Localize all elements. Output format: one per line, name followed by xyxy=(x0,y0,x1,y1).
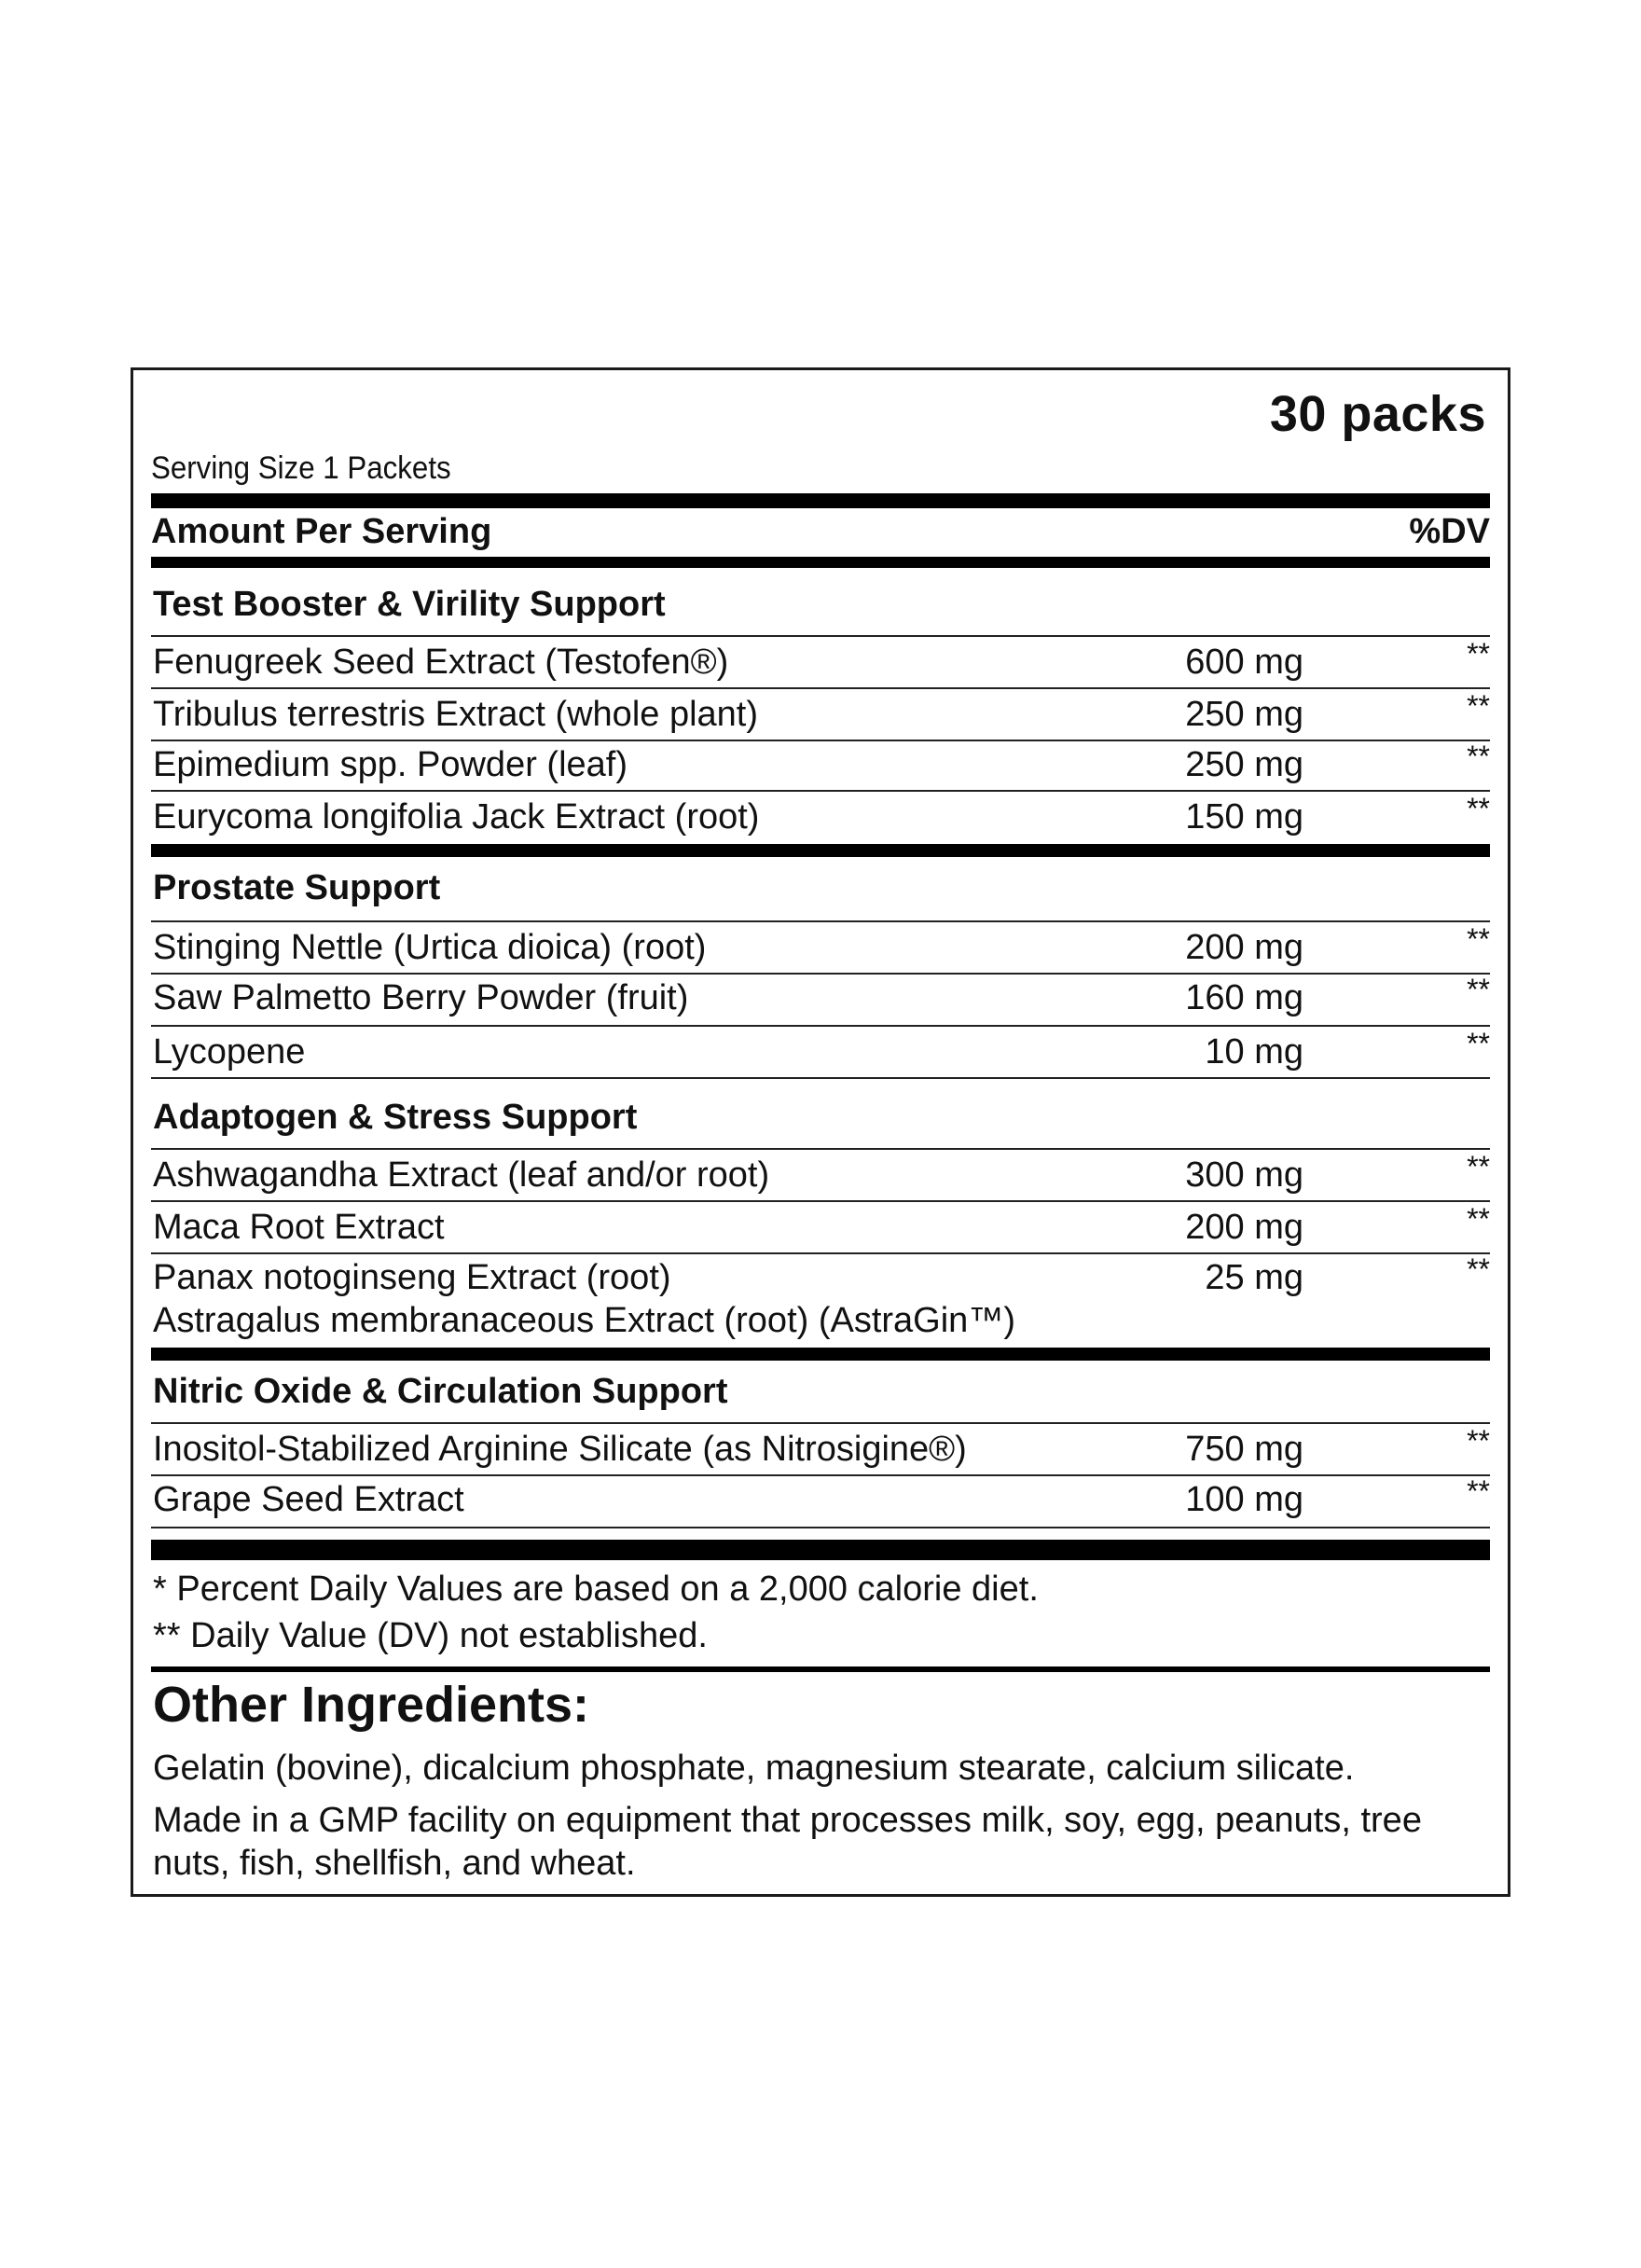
ingredient-amount: 250 mg xyxy=(1185,695,1303,734)
ingredient-row xyxy=(151,1150,1490,1198)
row-divider xyxy=(151,1200,1490,1202)
ingredient-dv: ** xyxy=(1467,1252,1490,1286)
row-divider xyxy=(151,635,1490,637)
ingredient-name: Grape Seed Extract xyxy=(153,1480,464,1519)
pack-count: 30 packs xyxy=(1269,386,1486,442)
section-title: Nitric Oxide & Circulation Support xyxy=(153,1372,728,1411)
ingredient-dv: ** xyxy=(1467,1202,1490,1236)
ingredient-dv: ** xyxy=(1467,637,1490,671)
thick-divider xyxy=(151,557,1490,568)
ingredient-row xyxy=(151,637,1490,685)
ingredient-name: Tribulus terrestris Extract (whole plant) xyxy=(153,695,759,734)
ingredient-amount: 750 mg xyxy=(1185,1430,1303,1469)
row-divider xyxy=(151,920,1490,922)
supplement-facts-panel xyxy=(131,367,1510,1897)
divider xyxy=(151,1666,1490,1672)
row-divider xyxy=(151,1474,1490,1476)
footnote-percent-dv: * Percent Daily Values are based on a 2,000 calorie diet. xyxy=(153,1570,1039,1609)
ingredient-name: Stinging Nettle (Urtica dioica) (root) xyxy=(153,928,707,967)
ingredient-name: Epimedium spp. Powder (leaf) xyxy=(153,745,627,784)
ingredient-dv: ** xyxy=(1467,792,1490,825)
ingredient-row xyxy=(151,1424,1490,1473)
supplement-facts-content xyxy=(151,370,1490,1894)
ingredient-name: Inositol-Stabilized Arginine Silicate (as Nitrosigine®) xyxy=(153,1430,967,1469)
row-divider xyxy=(151,740,1490,741)
row-divider xyxy=(151,1025,1490,1027)
ingredient-amount: 25 mg xyxy=(1205,1258,1303,1297)
thick-divider xyxy=(151,493,1490,508)
ingredient-amount: 600 mg xyxy=(1185,643,1303,682)
ingredient-amount: 300 mg xyxy=(1185,1155,1303,1195)
ingredient-dv: ** xyxy=(1467,1150,1490,1183)
ingredient-row xyxy=(151,1202,1490,1251)
section-title: Prostate Support xyxy=(153,868,441,907)
ingredient-amount: 100 mg xyxy=(1185,1480,1303,1519)
thick-divider xyxy=(151,844,1490,857)
serving-size: Serving Size 1 Packets xyxy=(151,450,451,486)
row-divider xyxy=(151,687,1490,689)
ingredient-dv: ** xyxy=(1467,973,1490,1006)
ingredient-row xyxy=(151,1027,1490,1075)
dv-header: %DV xyxy=(1409,512,1490,551)
ingredient-amount: 10 mg xyxy=(1205,1032,1303,1072)
ingredient-dv: ** xyxy=(1467,740,1490,773)
row-divider xyxy=(151,1252,1490,1254)
allergen-statement: Made in a GMP facility on equipment that processes milk, soy, egg, peanuts, tree nuts, fish, shellfish, and wheat. xyxy=(153,1801,1422,1883)
ingredient-amount: 150 mg xyxy=(1185,797,1303,837)
thick-divider xyxy=(151,1540,1490,1560)
ingredient-row xyxy=(151,792,1490,840)
ingredient-dv: ** xyxy=(1467,1027,1490,1060)
ingredient-amount: 200 mg xyxy=(1185,1208,1303,1247)
ingredient-dv: ** xyxy=(1467,689,1490,723)
ingredient-row xyxy=(151,922,1490,971)
ingredient-dv: ** xyxy=(1467,1424,1490,1458)
ingredient-name: Lycopene xyxy=(153,1032,306,1072)
other-ingredients-title: Other Ingredients: xyxy=(153,1677,590,1733)
amount-per-serving-label: Amount Per Serving xyxy=(151,512,492,551)
ingredient-amount: 250 mg xyxy=(1185,745,1303,784)
ingredient-name: Panax notoginseng Extract (root) xyxy=(153,1258,671,1297)
ingredient-name: Ashwagandha Extract (leaf and/or root) xyxy=(153,1155,770,1195)
footnote-dv-not-established: ** Daily Value (DV) not established. xyxy=(153,1616,708,1655)
ingredient-amount: 160 mg xyxy=(1185,978,1303,1017)
row-divider xyxy=(151,1422,1490,1424)
ingredient-row xyxy=(151,740,1490,788)
ingredient-row xyxy=(151,1252,1490,1344)
ingredient-row xyxy=(151,973,1490,1021)
ingredient-row xyxy=(151,689,1490,738)
row-divider xyxy=(151,1148,1490,1150)
ingredient-dv: ** xyxy=(1467,922,1490,956)
section-title: Test Booster & Virility Support xyxy=(153,585,666,624)
row-divider xyxy=(151,1077,1490,1079)
ingredient-name: Eurycoma longifolia Jack Extract (root) xyxy=(153,797,760,837)
ingredient-name: Saw Palmetto Berry Powder (fruit) xyxy=(153,978,689,1017)
ingredient-name: Fenugreek Seed Extract (Testofen®) xyxy=(153,643,729,682)
ingredient-dv: ** xyxy=(1467,1474,1490,1508)
row-divider xyxy=(151,790,1490,792)
amount-per-serving-header xyxy=(151,512,1490,552)
other-ingredients-list: Gelatin (bovine), dicalcium phosphate, magnesium stearate, calcium silicate. xyxy=(153,1749,1355,1788)
row-divider xyxy=(151,1527,1490,1528)
ingredient-name: Maca Root Extract xyxy=(153,1208,445,1247)
section-title: Adaptogen & Stress Support xyxy=(153,1098,638,1137)
ingredient-name-secondary: Astragalus membranaceous Extract (root) (AstraGin™) xyxy=(153,1301,1015,1340)
ingredient-amount: 200 mg xyxy=(1185,928,1303,967)
thick-divider xyxy=(151,1348,1490,1361)
ingredient-row xyxy=(151,1474,1490,1523)
row-divider xyxy=(151,973,1490,975)
